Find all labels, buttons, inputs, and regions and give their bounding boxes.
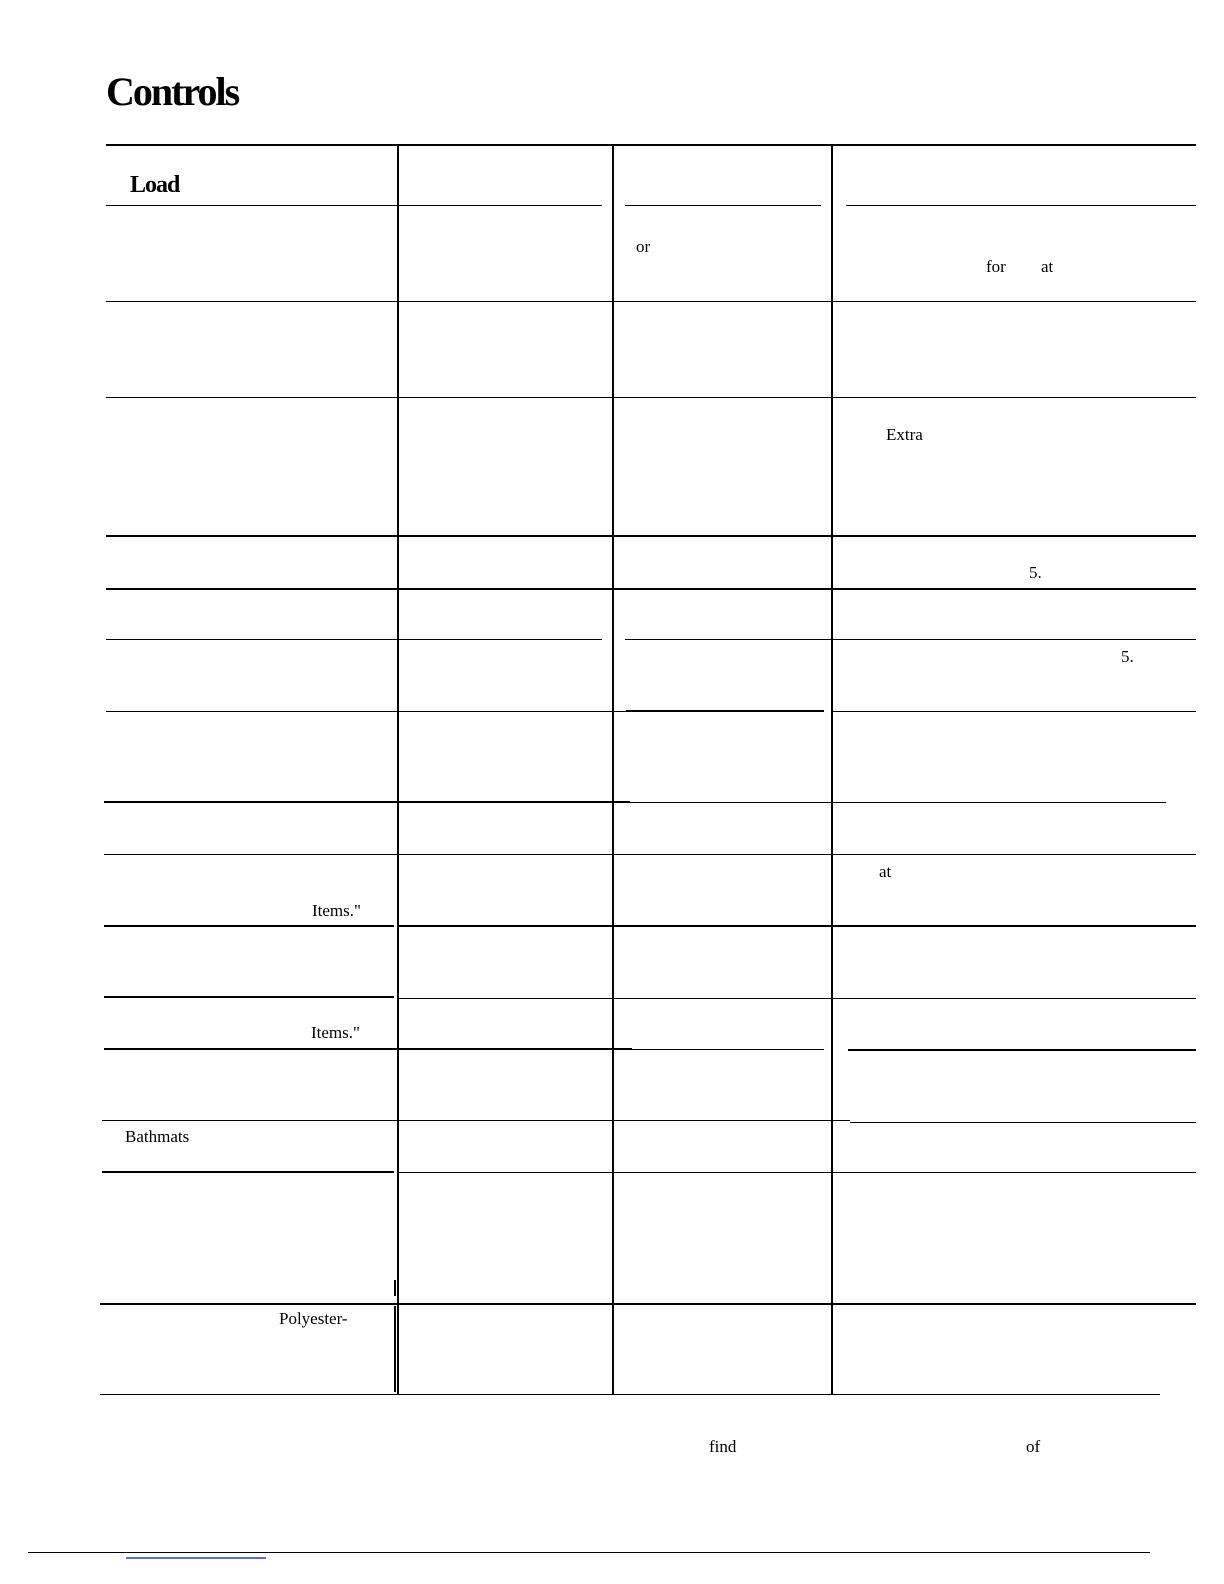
footer-fragment-find: find (709, 1437, 737, 1456)
header-underline-col1 (106, 205, 416, 206)
row-divider (104, 1048, 632, 1050)
column-divider-1 (397, 144, 399, 1394)
column-divider-mark (394, 1280, 396, 1296)
column-divider-extra (394, 1306, 396, 1392)
row-divider (632, 1049, 824, 1050)
row9-fragment-items: Items." (312, 901, 361, 920)
row-divider (848, 1049, 1196, 1051)
row-divider (398, 925, 1196, 927)
row-divider (630, 802, 1166, 803)
row11-fragment-items: Items." (311, 1023, 360, 1042)
row-divider (106, 397, 1196, 398)
row-divider (398, 998, 1196, 999)
header-underline-col2 (416, 205, 602, 206)
row-divider (104, 801, 630, 803)
header-underline-col4 (846, 205, 1196, 206)
column-divider-3 (831, 144, 833, 1394)
row-divider (106, 639, 416, 640)
row-divider (106, 301, 1196, 302)
page-title: Controls (106, 69, 239, 114)
row-divider (416, 639, 602, 640)
row4-fragment-five: 5. (1029, 563, 1042, 582)
page-bottom-rule (28, 1552, 1150, 1553)
row-divider (104, 854, 1196, 855)
row-divider (850, 1122, 1196, 1123)
row3-fragment-extra: Extra (886, 425, 923, 444)
row6-fragment-five: 5. (1121, 647, 1134, 666)
row9-fragment-at: at (879, 862, 892, 881)
row1-fragment-or: or (636, 237, 651, 256)
row-divider (626, 710, 824, 712)
row15-fragment-polyester: Polyester- (279, 1309, 348, 1328)
row-divider (832, 711, 1196, 712)
column-header-load: Load (130, 172, 180, 198)
column-divider-2 (612, 144, 614, 1394)
table-top-border (106, 144, 1196, 146)
row-divider (102, 1120, 850, 1121)
row-divider (625, 639, 1196, 640)
row-divider (398, 1172, 1196, 1173)
table-bottom-border (100, 1394, 1160, 1395)
row13-fragment-bathmats: Bathmats (125, 1127, 190, 1146)
row-divider (100, 1303, 1196, 1305)
page-bottom-accent-rule (126, 1557, 266, 1559)
row-divider (106, 711, 626, 712)
row-divider (106, 535, 1196, 537)
row1-fragment-at: at (1041, 257, 1054, 276)
header-underline-col3 (625, 205, 821, 206)
row1-fragment-for: for (986, 257, 1006, 276)
footer-fragment-of: of (1026, 1437, 1041, 1456)
row-divider (102, 1171, 394, 1173)
row-divider (106, 588, 1196, 590)
row-divider (104, 925, 394, 927)
row-divider (104, 996, 394, 998)
